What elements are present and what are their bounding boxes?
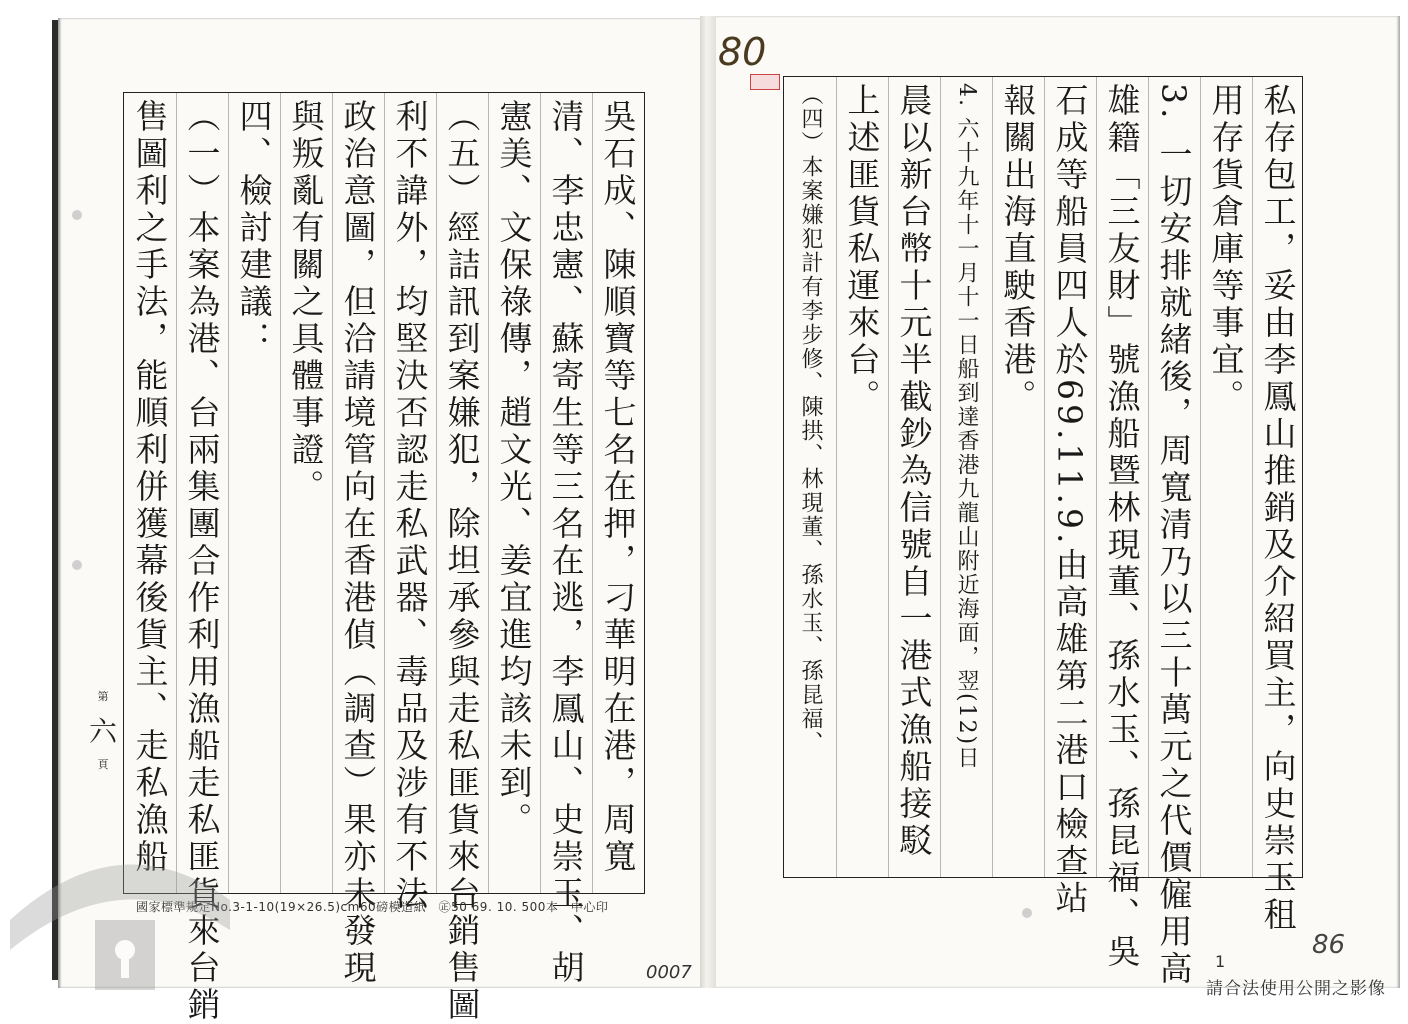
page-number-value: 六 — [88, 715, 117, 748]
text-column — [1148, 77, 1200, 988]
column-text: 雄籍「三友財」號漁船暨林現董、孫水玉、孫昆福、吳 — [1102, 83, 1142, 971]
text-column — [888, 77, 940, 877]
column-text: 上述匪貨私運來台。 — [842, 83, 882, 416]
text-column — [176, 93, 228, 1024]
column-text: 政治意圖，但洽請境管向在香港偵（調查）果亦未發現 — [338, 99, 378, 987]
text-column — [784, 77, 836, 877]
page-number — [88, 688, 118, 772]
column-text: 4. 六十九年十一月十一日船到達香港九龍山附近海面，翌(12)日 — [954, 83, 979, 771]
column-text: 報關出海直駛香港。 — [998, 83, 1038, 416]
archive-number: 0007 — [646, 962, 692, 983]
column-text: 3. 一切安排就緒後，周寬清乃以三十萬元之代價僱用高 — [1154, 83, 1194, 988]
handwritten-corner-number: 86 — [1312, 930, 1346, 960]
page-gutter — [700, 16, 716, 988]
paper-spec-footer: 國家標準規定No.3-1-10(19×26.5)cm60磅模造紙 ㊣50 69. 10. 500本 中心印 — [136, 900, 609, 914]
text-column — [1252, 77, 1304, 934]
text-column — [1044, 77, 1096, 918]
text-column — [436, 93, 488, 1024]
text-column — [228, 93, 280, 893]
text-column — [332, 93, 384, 987]
column-text: （一）本案為港、台兩集團合作利用漁船走私匪貨來台銷 — [182, 99, 222, 1024]
column-text: （五）經詰訊到案嫌犯，除坦承參與走私匪貨來台銷售圖 — [442, 99, 482, 1024]
column-text: 與叛亂有關之具體事證。 — [286, 99, 326, 506]
text-column — [488, 93, 540, 893]
text-column — [384, 93, 436, 913]
binding-hole — [1022, 908, 1032, 918]
handwritten-folio-number: 80 — [718, 30, 767, 74]
column-text: 吳石成、陳順寶等七名在押，刁華明在港，周寬 — [598, 99, 638, 876]
column-text: （四）本案嫌犯計有李步修、陳拱、林現董、孫水玉、孫昆福、 — [798, 83, 823, 755]
text-column — [992, 77, 1044, 877]
column-text: 利不諱外，均堅決否認走私武器、毒品及涉有不法 — [390, 99, 430, 913]
handwritten-mark: 1 — [1215, 952, 1226, 971]
text-column — [1096, 77, 1148, 971]
text-column — [592, 93, 644, 893]
column-text: 清、李忠憲、蘇寄生等三名在逃，李鳳山、史崇玉、胡 — [546, 99, 586, 987]
binding-hole — [72, 560, 82, 570]
usage-notice: 請合法使用公開之影像 — [1206, 979, 1386, 999]
page-number-suffix: 頁 — [97, 758, 109, 771]
text-column — [124, 93, 176, 893]
text-column — [1200, 77, 1252, 877]
column-text: 石成等船員四人於69.11.9.由高雄第二港口檢查站 — [1050, 83, 1090, 918]
red-stamp — [750, 74, 780, 90]
archive-watermark-icon — [0, 800, 240, 1000]
text-column — [940, 77, 992, 877]
right-writing-frame — [783, 76, 1303, 988]
text-column — [836, 77, 888, 877]
text-column — [280, 93, 332, 893]
section-heading: 四、檢討建議： — [234, 99, 274, 358]
binding-hole — [72, 210, 82, 220]
column-text: 私存包工，妥由李鳳山推銷及介紹買主，向史崇玉租 — [1258, 83, 1298, 934]
column-text: 憲美、文保祿傳，趙文光、姜宜進均該未到。 — [494, 99, 534, 839]
column-text: 售圖利之手法，能順利併獲幕後貨主、走私漁船 — [130, 99, 170, 876]
column-text: 用存貨倉庫等事宜。 — [1206, 83, 1246, 416]
page-number-prefix: 第 — [97, 690, 109, 703]
column-text: 晨以新台幣十元半截鈔為信號自一港式漁船接駁 — [894, 83, 934, 860]
text-column — [540, 93, 592, 987]
